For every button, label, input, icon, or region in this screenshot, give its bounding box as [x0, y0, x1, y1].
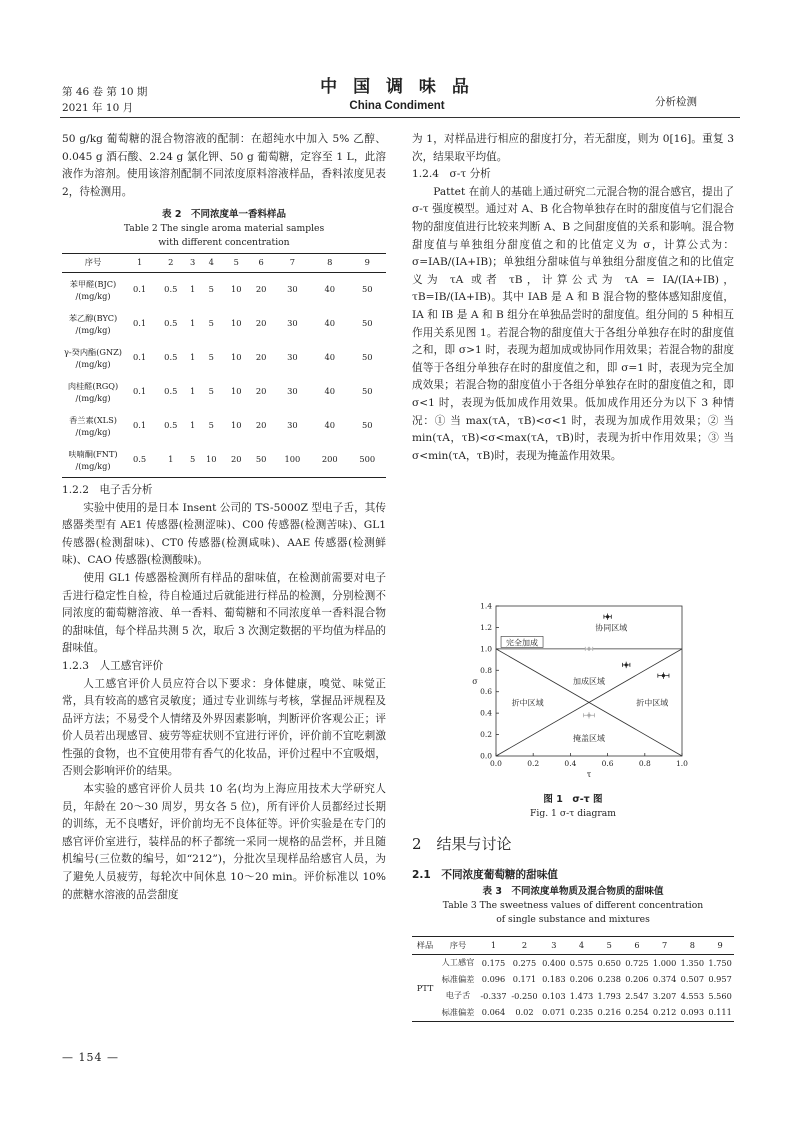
table2-header-cell: 4 [199, 254, 224, 273]
table3-cell: 0.400 [542, 957, 566, 968]
table3-cell: 0.171 [512, 974, 537, 985]
table2-cell: 5 [186, 443, 198, 478]
table3-row-label: 电子舌 [445, 990, 471, 1001]
y-tick-label: 0.6 [480, 687, 492, 697]
table3-row-label: 人工感官 [441, 957, 475, 968]
e-tongue-paragraph-1: 实验中使用的是日本 Insent 公司的 TS-5000Z 型电子舌，其传感器类型有 AE1 传感器(检测涩味)、C00 传感器(检测苦味)、GL1 传感器(检测甜味)、CT0 传感器(检测咸味)、AAE 传感器(检测鲜味)、CAO 传感器(检测酸味)。 [62, 501, 386, 567]
y-tick-label: 1.2 [480, 622, 492, 632]
table2-cell: 10 [230, 318, 242, 329]
table2-cell: 30 [287, 386, 298, 397]
table3-cell: 0.071 [540, 1004, 568, 1021]
table2-cell: 0.5 [164, 318, 178, 329]
table2-cell: 50 [361, 318, 373, 329]
table2-cell: 10 [230, 284, 242, 295]
table2-cell: 50 [249, 443, 274, 478]
table2-cell: 0.1 [132, 284, 147, 295]
table2-cell: 10 [230, 420, 242, 431]
table2-cell: 20 [255, 386, 267, 397]
table2-header-cell: 5 [224, 254, 249, 273]
e-tongue-paragraph-2: 使用 GL1 传感器检测所有样品的甜味值，在检测前需要对电子舌进行稳定性自检，待自检通过后就能进行样品的检测，分别检测不同浓度的葡萄糖溶液、单一香料、葡萄糖和不同浓度单一香料混合物的甜味值，每个样品共测 5 次，取后 3 次测定数据的平均值为样品的甜味值。 [62, 571, 386, 655]
heading-2: 2 结果与讨论 [412, 835, 512, 853]
table3-cell: 0.275 [512, 957, 537, 968]
table3-cell: 0.254 [623, 1004, 651, 1021]
table2-cell: 20 [255, 284, 267, 295]
table2-cell: 0.5 [124, 443, 155, 478]
x-tick-label: 0.0 [490, 759, 502, 768]
table3-cell: 0.096 [481, 974, 506, 985]
table2-row [62, 341, 386, 375]
table3-header-cell: 5 [595, 937, 623, 955]
unit-label: /(mg/kg) [75, 290, 111, 301]
y-tick-label: 0.4 [480, 708, 492, 718]
table3-row [412, 954, 734, 971]
table2-caption [62, 207, 386, 250]
table3-cell: 0.725 [625, 957, 649, 968]
table2-header-cell: 序号 [62, 254, 124, 273]
table2-cell: 1 [189, 318, 196, 329]
table2-cell: 5 [208, 352, 214, 363]
table2-cell: 50 [361, 352, 373, 363]
table3-header-cell: 2 [509, 937, 540, 955]
table2-cell: 1 [155, 443, 186, 478]
table2-title-en-2: with different concentration [158, 237, 290, 249]
issue-info [62, 84, 147, 116]
table2-cell: 50 [361, 284, 373, 295]
x-tick-label: 0.2 [527, 759, 540, 768]
table3-header-cell: 样品 [412, 937, 438, 955]
table2-cell: 50 [361, 420, 373, 431]
table3-cell: 1.750 [708, 957, 732, 968]
x-tick-label: 0.4 [564, 759, 577, 768]
table2-cell: 0.5 [164, 352, 178, 363]
table3-cell: 0.064 [478, 1004, 509, 1021]
data-point [587, 714, 590, 717]
page-number: — 154 — [62, 1051, 119, 1064]
figure-1-caption-en: Fig. 1 σ-τ diagram [530, 808, 616, 819]
table3-cell: 0.02 [509, 1004, 540, 1021]
region-label: 完全加成 [506, 638, 539, 648]
table2-cell: 10 [199, 443, 224, 478]
y-tick-label: 1.0 [480, 644, 492, 654]
table2-cell: 40 [324, 386, 336, 397]
intro-paragraph: 50 g/kg 葡萄糖的混合物溶液的配制：在超纯水中加入 5% 乙醇、0.045 g 酒石酸、2.24 g 氯化钾、50 g 葡萄糖，定容至 1 L，此溶液作为溶剂。使用该溶剂配制不同浓度原料溶液样品，香料浓度见表 2，待检测用。 [62, 133, 386, 198]
table3-cell: 0.093 [678, 1004, 706, 1021]
heading-1-2-4: 1.2.4 σ-τ 分析 [412, 168, 491, 181]
table3-header-cell: 1 [478, 937, 509, 955]
table2-cell: 20 [224, 443, 249, 478]
sigma-tau-paragraph: Pattet 在前人的基础上通过研究二元混合物的混合感官，提出了 σ-τ 强度模型。通过对 A、B 化合物单独存在时的甜度值与它们混合物的甜度值进行比较来判断 A、B 之间甜度值的关系和影响。混合物甜度值与单独组分甜度值之和的比值定义为 σ，计算公式为：σ=IAB/(IA+IB)；单独组分甜味值与单独组分甜度值之和的比值定义为 τA 或者 τB，计算公式为 τA = IA/(IA+IB)，τB=IB/(IA+IB)。其中 IAB 是 A 和 B 混合物的整体感知甜度值，IA 和 IB 是 A 和 B 组分在单独品尝时的甜度值。组分间的 5 种相互作用关系见图 1。若混合物的甜度值大于各组分单独存在时的甜度值之和，即 σ>1 时，表现为超加成或协同作用效果；若混合物的甜度值等于各组分单独存在时的甜度值之和，即 σ=1 时，表现为完全加成效果；若混合物的甜度值小于各组分单独存在时的甜度值之和，即 σ<1 时，表现为低加成作用效果。低加成作用还分为以下 3 种情况：① 当 max(τA，τB)<σ<1 时，表现为加成作用效果；② 当 min(τA，τB)<σ<max(τA，τB)时，表现为折中作用效果；③ 当 σ<min(τA，τB)时，表现为掩盖作用效果。 [412, 185, 734, 462]
x-axis-label: τ [586, 770, 592, 779]
table3-cell: 0.957 [708, 974, 732, 985]
table2-cell: 100 [274, 443, 311, 478]
table3-cell: 0.206 [569, 974, 594, 985]
x-tick-label: 0.8 [638, 759, 651, 768]
table2-row [62, 272, 386, 307]
table2-cell: 5 [208, 284, 214, 295]
table2-cell: 5 [208, 386, 214, 397]
material-name: 肉桂醛(RGQ) [67, 380, 119, 391]
table3-header-cell: 9 [706, 937, 734, 955]
table2-cell: 40 [324, 284, 336, 295]
table3-cell: 1.793 [597, 990, 621, 1001]
table2-cell: 0.1 [132, 420, 147, 431]
table3-cell: 0.103 [542, 990, 566, 1001]
table3-cell: 0.206 [625, 974, 649, 985]
journal-title [300, 72, 494, 112]
table2-header-cell: 7 [274, 254, 311, 273]
table2-cell: 20 [255, 318, 267, 329]
table3-title-en-1: Table 3 The sweetness values of different concentration [442, 900, 704, 911]
table2-cell: 200 [311, 443, 348, 478]
table3-header-cell: 6 [623, 937, 651, 955]
table2-cell: 40 [324, 318, 336, 329]
table2-cell: 0.1 [132, 318, 147, 329]
table2-cell: 0.5 [164, 284, 178, 295]
table3-caption [412, 884, 734, 927]
publication-date: 2021 年 10 月 [62, 102, 134, 114]
table2-cell: 30 [287, 420, 298, 431]
table3-cell: 0.212 [651, 1004, 679, 1021]
table2-cell: 40 [324, 352, 336, 363]
sigma-tau-chart [466, 598, 696, 788]
table3-cell: 1.350 [680, 957, 705, 968]
table2-row-label [62, 409, 124, 443]
sensory-paragraph-1: 人工感官评价人员应符合以下要求：身体健康，嗅觉、味觉正常，具有较高的感官灵敏度；通过专业训练与考核，掌握品评规程及品评方法；不易受个人情绪及外界因素影响，判断评价客观公正；评价人员若出现感冒、疲劳等症状则不宜进行评价，评价前不宜吃刺激性强的食物，也不宜使用带有香气的化妆品，评价过程中不宜吸烟，否则会影响评价的结果。 [62, 677, 386, 778]
table2-cell: 20 [255, 420, 267, 431]
y-tick-label: 0.2 [480, 730, 492, 740]
section-label: 分析检测 [655, 96, 697, 108]
table2-row-label [62, 443, 124, 478]
table2-cell: 1 [189, 386, 196, 397]
table3-cell: 0.216 [595, 1004, 623, 1021]
table2-cell: 5 [208, 318, 214, 329]
y-tick-label: 1.4 [480, 601, 492, 611]
unit-label: /(mg/kg) [75, 426, 111, 437]
journal-name-cn: 中 国 调 味 品 [320, 77, 474, 97]
data-point [606, 615, 609, 618]
table3-title-en-2: of single substance and mixtures [496, 914, 650, 925]
table3-header-cell: 3 [540, 937, 568, 955]
table2-row [62, 443, 386, 478]
table2 [62, 253, 386, 478]
table3-cell: 5.560 [708, 990, 732, 1001]
data-point [587, 647, 590, 650]
table2-title-cn: 表 2 不同浓度单一香料样品 [162, 209, 286, 221]
table3-header-cell: 4 [568, 937, 596, 955]
table2-cell: 20 [255, 352, 267, 363]
table3-cell: 0.650 [597, 957, 621, 968]
continued-paragraph: 为 1，对样品进行相应的甜度打分，若无甜度，则为 0[16]。重复 3 次，结果取平均值。 [412, 133, 734, 163]
table3-cell: 0.235 [568, 1004, 596, 1021]
table3-cell: 4.553 [680, 990, 705, 1001]
table3-row [412, 971, 734, 988]
region-label: 加成区域 [573, 677, 605, 686]
table3-cell: 0.374 [652, 974, 677, 985]
table3-cell: 1.473 [569, 990, 594, 1001]
material-name: 呋喃酮(FNT) [68, 448, 118, 459]
table3-row [412, 1004, 734, 1021]
material-name: 香兰素(XLS) [69, 414, 117, 425]
right-column [412, 131, 734, 465]
unit-label: /(mg/kg) [75, 460, 111, 471]
journal-name-en: China Condiment [349, 100, 445, 112]
y-tick-label: 0.0 [480, 751, 492, 761]
material-name: 苯乙醇(BYC) [68, 312, 118, 323]
table2-cell: 0.1 [132, 352, 147, 363]
table2-cell: 10 [230, 352, 242, 363]
table2-header-cell: 6 [249, 254, 274, 273]
table3 [412, 936, 734, 1022]
table2-header-cell: 8 [311, 254, 348, 273]
table2-cell: 0.5 [164, 420, 178, 431]
volume-issue: 第 46 卷 第 10 期 [62, 86, 148, 98]
table3-cell: 0.175 [481, 957, 506, 968]
material-name: γ-癸内酯(GNZ) [63, 346, 122, 357]
table3-cell: 1.000 [652, 957, 677, 968]
figure-1 [466, 598, 696, 788]
table2-cell: 1 [189, 284, 196, 295]
table3-header-cell: 序号 [438, 937, 478, 955]
table3-header-cell: 7 [651, 937, 679, 955]
table3-cell: 0.238 [597, 974, 621, 985]
heading-2-1: 2.1 不同浓度葡萄糖的甜味值 [412, 869, 558, 881]
table2-cell: 1 [189, 420, 196, 431]
x-tick-label: 0.6 [601, 759, 614, 768]
table2-header-cell: 1 [124, 254, 155, 273]
table2-row-label [62, 272, 124, 307]
table3-cell: 0.507 [680, 974, 705, 985]
table2-row [62, 375, 386, 409]
y-tick-label: 0.8 [480, 665, 492, 675]
table2-title-en-1: Table 2 The single aroma material samples [123, 223, 325, 235]
heading-1-2-3: 1.2.3 人工感官评价 [62, 659, 164, 672]
table3-cell: 0.111 [706, 1004, 734, 1021]
table3-cell: 0.575 [569, 957, 594, 968]
table2-header-cell: 3 [186, 254, 198, 273]
table3-cell: 0.183 [542, 974, 566, 985]
data-point [625, 663, 628, 666]
table3-sample-label: PTT [412, 954, 438, 1021]
table2-row [62, 409, 386, 443]
table2-cell: 0.1 [132, 386, 147, 397]
table3-header-cell: 8 [678, 937, 706, 955]
region-label: 掩盖区域 [573, 733, 605, 743]
table3-cell: 2.547 [625, 990, 649, 1001]
table2-cell: 40 [324, 420, 336, 431]
table3-row [412, 988, 734, 1005]
sensory-paragraph-2: 本实验的感官评价人员共 10 名(均为上海应用技术大学研究人员，年龄在 20～30 周岁，男女各 5 位)，所有评价人员都经过长期的训练，无不良嗜好，评价前均无不良体征等。评价实验是在专门的感官评价室进行，装样品的杯子都统一采同一规格的品尝杯，并且随机编号(三位数的编号，如“212”)，分批次呈现样品给感官人员，为了避免人员疲劳，每轮次中间休息 10～20 min。评价标准以 10% 的蔗糖水溶液的品尝甜度 [62, 783, 386, 901]
table2-cell: 1 [189, 352, 196, 363]
table2-header-cell: 9 [349, 254, 387, 273]
material-name: 苯甲醛(BJC) [69, 278, 117, 289]
unit-label: /(mg/kg) [75, 392, 111, 403]
table2-header-row [62, 254, 386, 273]
table2-row-label [62, 307, 124, 341]
header-rule [60, 117, 740, 118]
x-tick-label: 1.0 [676, 759, 688, 768]
table3-row-label: 标准偏差 [441, 973, 475, 984]
y-axis-label: σ [472, 677, 478, 686]
table2-cell: 500 [349, 443, 387, 478]
table2-header-cell: 2 [155, 254, 186, 273]
table2-row-label [62, 341, 124, 375]
table2-cell: 0.5 [164, 386, 178, 397]
unit-label: /(mg/kg) [75, 358, 111, 369]
table3-cell: -0.337 [480, 990, 507, 1001]
table3-header-row [412, 937, 734, 955]
table3-row-label: 标准偏差 [438, 1004, 478, 1021]
figure-1-caption-cn: 图 1 σ-τ 图 [543, 794, 603, 805]
data-point [662, 674, 665, 677]
table2-cell: 30 [287, 284, 298, 295]
table2-cell: 30 [287, 352, 298, 363]
table2-row-label [62, 375, 124, 409]
region-label: 协同区域 [595, 623, 628, 633]
table2-cell: 30 [287, 318, 298, 329]
table2-row [62, 307, 386, 341]
table2-cell: 10 [230, 386, 242, 397]
table2-cell: 50 [361, 386, 373, 397]
unit-label: /(mg/kg) [75, 324, 111, 335]
table2-cell: 5 [208, 420, 214, 431]
left-column [62, 131, 386, 904]
region-label: 折中区域 [511, 698, 544, 708]
table3-title-cn: 表 3 不同浓度单物质及混合物质的甜味值 [482, 886, 664, 897]
region-label: 折中区域 [636, 698, 669, 708]
table3-cell: -0.250 [511, 990, 538, 1001]
table3-cell: 3.207 [652, 990, 677, 1001]
heading-1-2-2: 1.2.2 电子舌分析 [62, 483, 153, 496]
